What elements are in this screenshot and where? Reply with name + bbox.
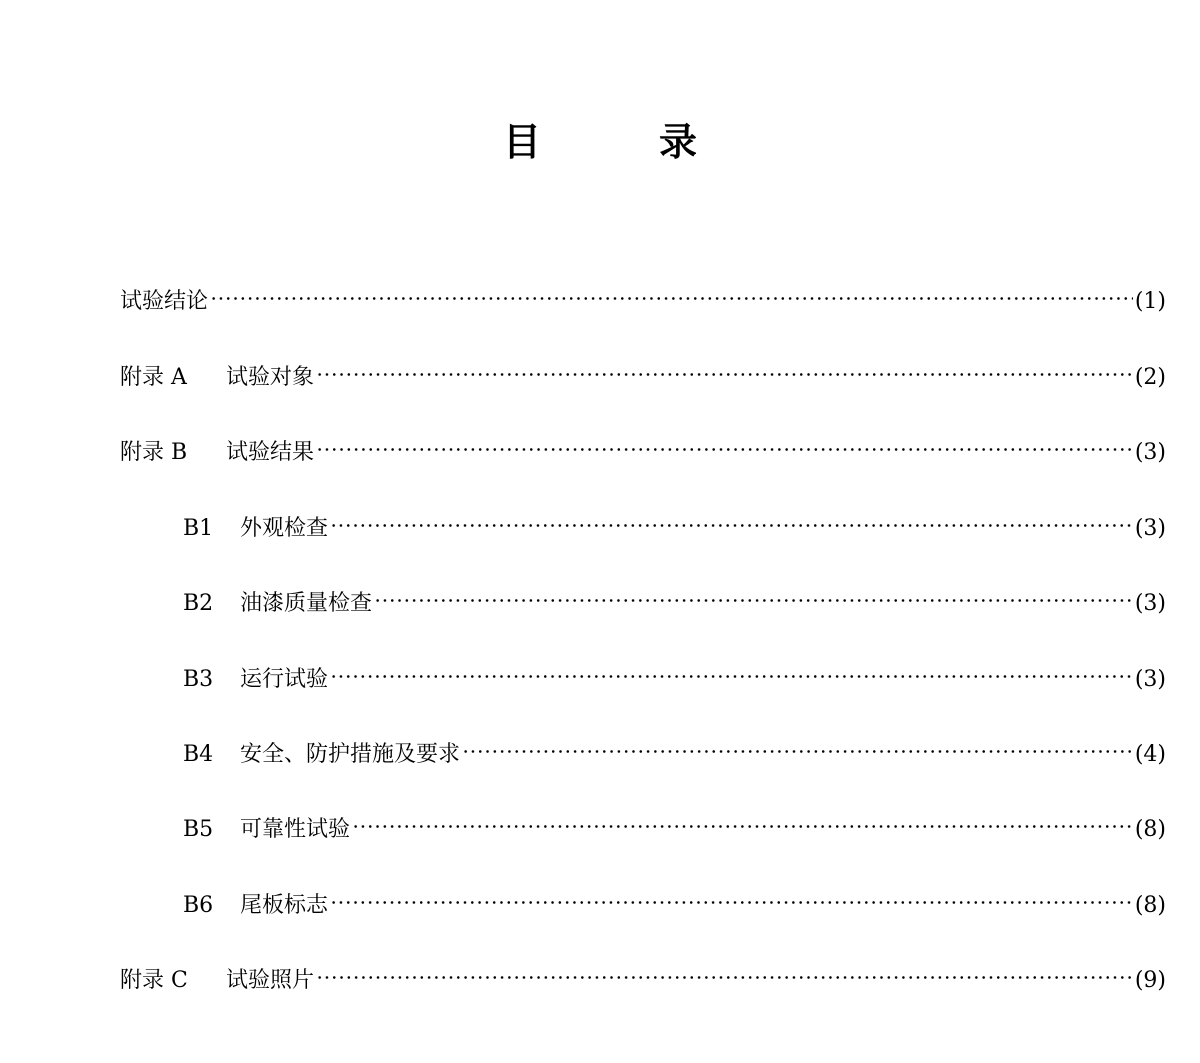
toc-dot-leader <box>374 578 1133 610</box>
toc-entry-b2[interactable] <box>183 578 1166 616</box>
toc-entry-appendix-b[interactable] <box>120 427 1166 465</box>
toc-entry-prefix: 附录 C <box>120 968 188 993</box>
toc-dot-leader <box>316 955 1133 987</box>
toc-dot-leader <box>462 729 1133 761</box>
toc-entry-prefix: B2 <box>183 591 214 616</box>
toc-dot-leader <box>330 503 1133 535</box>
toc-page-number: (9) <box>1134 968 1166 993</box>
toc-entry-label: 试验结果 <box>226 440 315 465</box>
page-title-char-1: 目 <box>502 120 541 164</box>
toc-entry-label: 可靠性试验 <box>240 817 351 842</box>
toc-page-number: (8) <box>1134 893 1166 918</box>
toc-entry-prefix: B3 <box>183 667 214 692</box>
toc-entry-prefix: B6 <box>183 893 214 918</box>
toc-dot-leader <box>210 276 1133 308</box>
page-title <box>0 118 1200 166</box>
toc-entry-appendix-a[interactable] <box>120 352 1166 390</box>
toc-entry-b4[interactable] <box>183 729 1166 767</box>
toc-entry-prefix: 附录 A <box>120 365 187 390</box>
toc-entry-label: 试验照片 <box>226 968 315 993</box>
toc-dot-leader <box>330 880 1133 912</box>
toc-entry-b3[interactable] <box>183 654 1166 692</box>
page-title-char-2: 录 <box>659 120 698 164</box>
toc-page-number: (1) <box>1134 289 1166 314</box>
toc-page-number: (2) <box>1134 365 1166 390</box>
toc-entry-b5[interactable] <box>183 804 1166 842</box>
toc-page-number: (4) <box>1134 742 1166 767</box>
toc-entry-prefix: 附录 B <box>120 440 188 465</box>
toc-entry-label: 外观检查 <box>240 516 329 541</box>
toc-entry-prefix: B4 <box>183 742 214 767</box>
toc-entry-label: 安全、防护措施及要求 <box>240 742 461 767</box>
toc-entry-b1[interactable] <box>183 503 1166 541</box>
toc-entry-conclusion[interactable] <box>120 276 1166 314</box>
toc-dot-leader <box>316 352 1133 384</box>
toc-entry-prefix: B5 <box>183 817 214 842</box>
toc-dot-leader <box>330 654 1133 686</box>
toc-page-number: (3) <box>1134 667 1166 692</box>
toc-entry-label: 运行试验 <box>240 667 329 692</box>
toc-entry-label: 试验结论 <box>120 289 209 314</box>
toc-entry-label: 油漆质量检查 <box>240 591 373 616</box>
toc-entry-prefix: B1 <box>183 516 214 541</box>
toc-entry-label: 尾板标志 <box>240 893 329 918</box>
toc-page-number: (3) <box>1134 440 1166 465</box>
toc-entry-label: 试验对象 <box>226 365 315 390</box>
toc-page-number: (3) <box>1134 516 1166 541</box>
toc-page-number: (8) <box>1134 817 1166 842</box>
toc-dot-leader <box>316 427 1133 459</box>
toc-entry-appendix-c[interactable] <box>120 955 1166 993</box>
toc-entry-b6[interactable] <box>183 880 1166 918</box>
toc-dot-leader <box>352 804 1133 836</box>
toc-page-number: (3) <box>1134 591 1166 616</box>
